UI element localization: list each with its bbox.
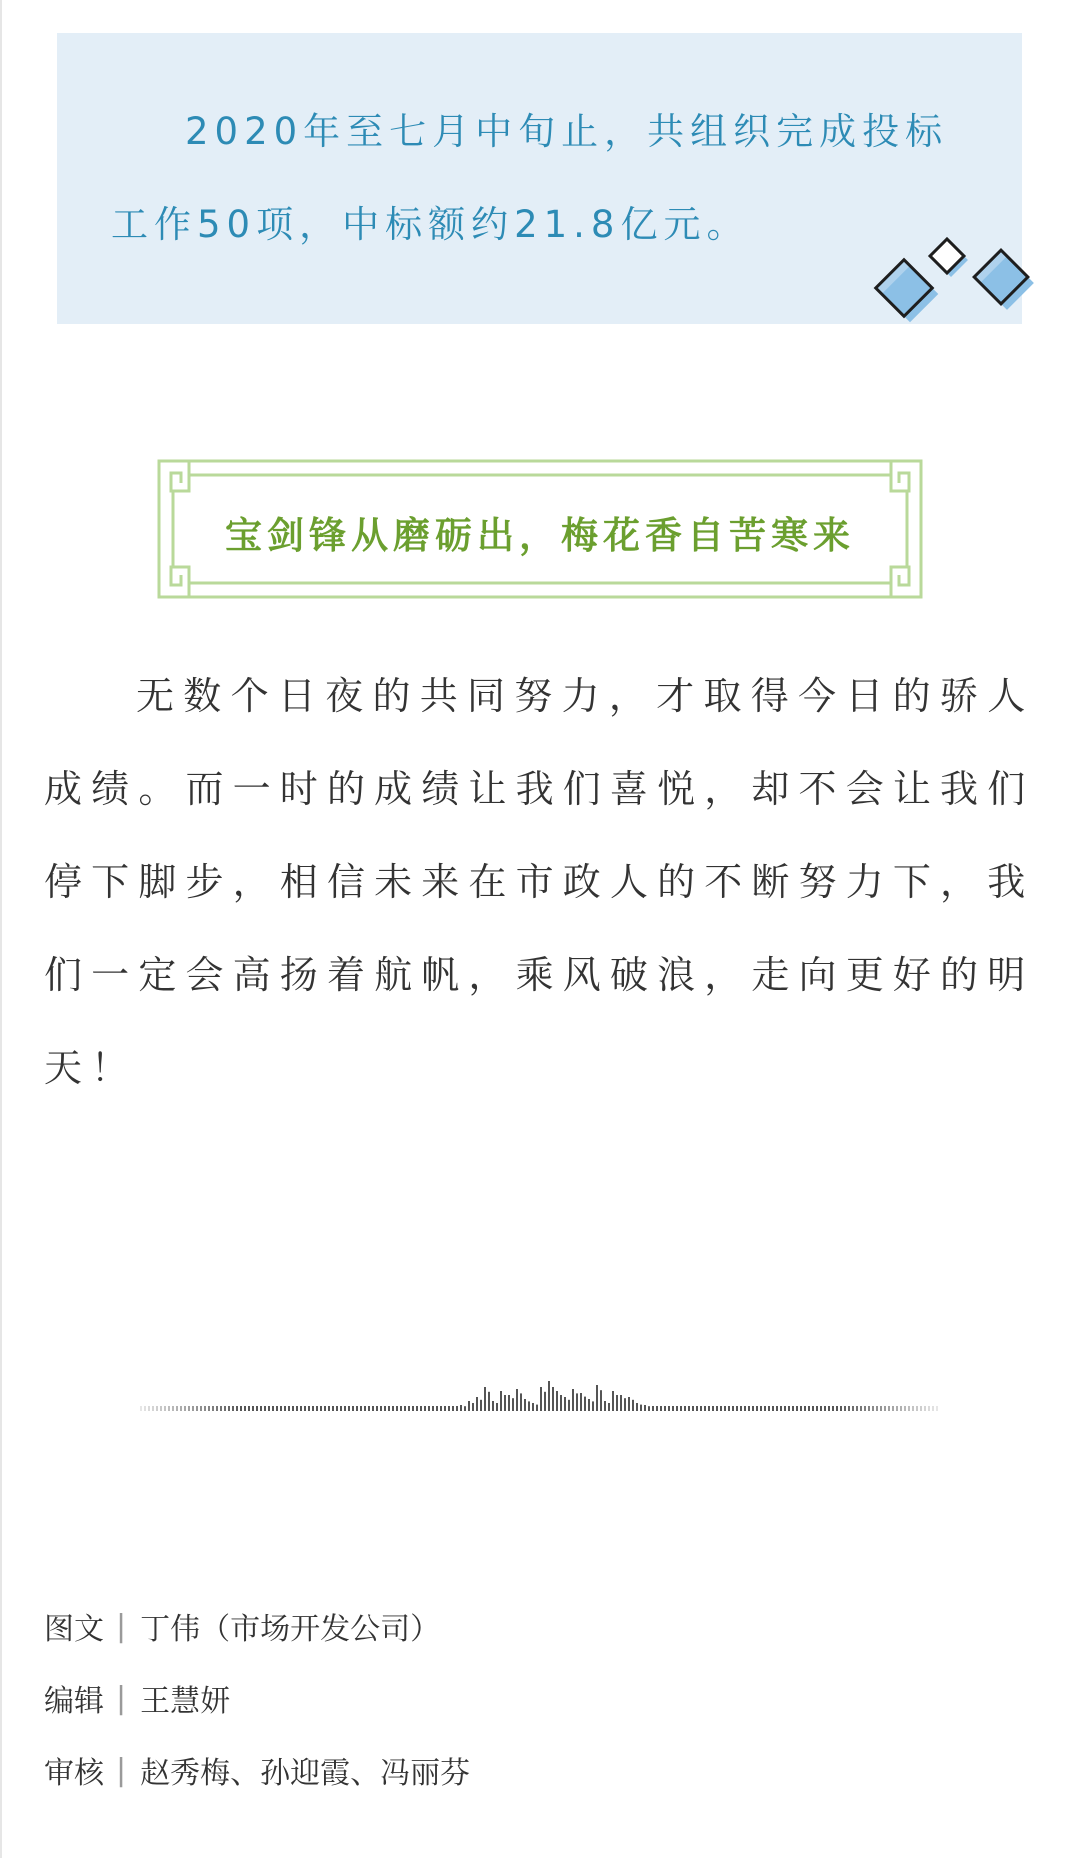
wave-bar [700,1406,702,1411]
wave-bar [648,1406,650,1411]
wave-bar [524,1399,526,1411]
wave-bar [528,1401,530,1411]
wave-bar [564,1397,566,1411]
wave-bar [272,1406,274,1411]
wave-bar [904,1406,906,1411]
wave-bar [660,1406,662,1411]
wave-bar [888,1406,890,1411]
wave-bar [748,1406,750,1411]
wave-bar [464,1406,466,1411]
wave-bar [932,1406,934,1411]
wave-bar [844,1406,846,1411]
wave-bar [500,1391,502,1411]
wave-bar [848,1406,850,1411]
wave-bar [200,1406,202,1411]
sound-wave-divider-icon [140,1365,940,1417]
credit-label: 图文 [44,1612,104,1647]
wave-bar [872,1406,874,1411]
wave-bar [440,1406,442,1411]
wave-bar [360,1406,362,1411]
wave-bar [268,1406,270,1411]
wave-bar [492,1401,494,1411]
wave-bar [392,1406,394,1411]
wave-bar [548,1381,550,1411]
wave-bar [792,1406,794,1411]
wave-bar [244,1406,246,1411]
diamond-left-icon [876,260,939,323]
wave-bar [332,1406,334,1411]
wave-bar [808,1406,810,1411]
wave-bar [156,1406,158,1411]
wave-bar [720,1406,722,1411]
wave-bar [248,1406,250,1411]
wave-bar [740,1406,742,1411]
wave-bar [460,1405,462,1411]
wave-bar [552,1387,554,1411]
wave-bar [452,1406,454,1411]
wave-bar [832,1406,834,1411]
wave-bar [892,1406,894,1411]
wave-bar [796,1406,798,1411]
wave-bar [344,1406,346,1411]
wave-bar [424,1406,426,1411]
wave-bar [560,1395,562,1411]
wave-bar [216,1406,218,1411]
wave-bar [296,1406,298,1411]
wave-bar [852,1406,854,1411]
wave-bar [140,1406,142,1411]
wave-bar [400,1406,402,1411]
wave-bar [868,1406,870,1411]
wave-bar [384,1406,386,1411]
wave-bar [380,1406,382,1411]
wave-bar [356,1406,358,1411]
wave-bar [600,1390,602,1411]
wave-bar [144,1406,146,1411]
wave-bar [632,1400,634,1411]
wave-bar [596,1385,598,1411]
wave-bar [404,1406,406,1411]
wave-bar [556,1391,558,1411]
wave-bar [208,1406,210,1411]
wave-bar [320,1406,322,1411]
wave-bar [444,1406,446,1411]
wave-bar [900,1406,902,1411]
credit-value: 丁伟（市场开发公司） [140,1612,441,1647]
wave-bar [692,1406,694,1411]
wave-bar [736,1406,738,1411]
credit-row [44,1734,470,1806]
wave-bar [628,1397,630,1411]
wave-bar [532,1403,534,1411]
diamond-small-icon [930,239,968,277]
wave-bar [372,1406,374,1411]
wave-bar [432,1406,434,1411]
wave-bar [308,1406,310,1411]
wave-bar [828,1406,830,1411]
wave-bar [376,1406,378,1411]
wave-bar [260,1406,262,1411]
wave-bar [752,1406,754,1411]
wave-bar [724,1406,726,1411]
wave-bar [480,1400,482,1411]
wave-bar [148,1406,150,1411]
wave-bar [436,1406,438,1411]
wave-bar [856,1406,858,1411]
section-title-frame [157,459,923,599]
wave-bar [696,1406,698,1411]
wave-bar [448,1406,450,1411]
wave-bar [804,1406,806,1411]
section-title: 宝剑锋从磨砺出，梅花香自苦寒来 [225,514,855,557]
wave-bar [264,1406,266,1411]
wave-bar [256,1406,258,1411]
wave-bar [472,1403,474,1411]
wave-bar [544,1392,546,1411]
wave-bar [908,1406,910,1411]
wave-bar [152,1406,154,1411]
wave-bar [604,1401,606,1411]
wave-bar [788,1406,790,1411]
wave-bar [336,1406,338,1411]
wave-bar [352,1406,354,1411]
wave-bar [620,1395,622,1411]
wave-bar [168,1406,170,1411]
wave-bar [220,1406,222,1411]
wave-bar [204,1406,206,1411]
wave-bar [780,1406,782,1411]
wave-bar [188,1406,190,1411]
wave-bar [232,1406,234,1411]
wave-bar [368,1406,370,1411]
wave-bar [316,1406,318,1411]
wave-bar [640,1405,642,1411]
wave-bar [280,1406,282,1411]
credit-row [44,1662,470,1734]
body-paragraph: 无数个日夜的共同努力，才取得今日的骄人成绩。而一时的成绩让我们喜悦，却不会让我们停下脚步，相信未来在市政人的不断努力下，我们一定会高扬着航帆，乘风破浪，走向更好的明天！ [44,674,1034,1090]
wave-bar [584,1397,586,1411]
wave-bar [312,1406,314,1411]
wave-bar [340,1406,342,1411]
wave-bar [880,1406,882,1411]
wave-bar [784,1406,786,1411]
wave-bar [612,1391,614,1411]
wave-bar [712,1406,714,1411]
highlight-text: 2020年至七月中旬止，共组织完成投标工作50项，中标额约21.8亿元。 [111,110,949,246]
wave-bar [820,1406,822,1411]
wave-bar [160,1406,162,1411]
wave-bar [164,1406,166,1411]
diamond-right-icon [974,250,1034,310]
wave-bar [676,1406,678,1411]
credit-label: 编辑 [44,1684,104,1719]
wave-bar [624,1398,626,1411]
wave-bar [288,1406,290,1411]
wave-bar [592,1401,594,1411]
wave-bar [292,1406,294,1411]
wave-bar [884,1406,886,1411]
credit-separator: | [116,1608,127,1644]
wave-bar [176,1406,178,1411]
wave-bar [684,1406,686,1411]
wave-bar [304,1406,306,1411]
wave-bar [776,1406,778,1411]
wave-bar [516,1389,518,1411]
wave-bar [428,1406,430,1411]
wave-bar [476,1397,478,1411]
wave-bar [664,1406,666,1411]
wave-bar [656,1406,658,1411]
wave-bar [716,1406,718,1411]
wave-bar [616,1395,618,1411]
wave-bar [644,1405,646,1411]
wave-bar [240,1406,242,1411]
wave-bar [760,1406,762,1411]
wave-bar [652,1406,654,1411]
wave-bar [772,1406,774,1411]
wave-bar [468,1401,470,1411]
wave-bar [576,1393,578,1411]
wave-bar [284,1406,286,1411]
wave-bar [504,1395,506,1411]
wave-bar [936,1406,938,1411]
wave-bar [408,1406,410,1411]
wave-bar [496,1403,498,1411]
wave-bar [680,1406,682,1411]
wave-bar [328,1406,330,1411]
wave-bar [704,1406,706,1411]
wave-bar [744,1406,746,1411]
wave-bar [876,1406,878,1411]
wave-bar [672,1406,674,1411]
wave-bar [580,1393,582,1411]
wave-bar [236,1406,238,1411]
wave-bar [416,1406,418,1411]
wave-bar [688,1406,690,1411]
wave-bar [488,1392,490,1411]
wave-bar [348,1406,350,1411]
wave-bar [456,1406,458,1411]
wave-bar [708,1406,710,1411]
credit-separator: | [116,1752,127,1788]
wave-bar [896,1406,898,1411]
wave-bar [212,1406,214,1411]
wave-bar [180,1406,182,1411]
wave-bar [196,1406,198,1411]
wave-bar [536,1405,538,1411]
wave-bar [184,1406,186,1411]
wave-bar [224,1406,226,1411]
credit-row [44,1590,470,1662]
wave-bar [324,1406,326,1411]
wave-bar [608,1403,610,1411]
wave-bar [364,1406,366,1411]
wave-bar [816,1406,818,1411]
wave-bar [276,1406,278,1411]
wave-bar [508,1395,510,1411]
wave-bar [520,1393,522,1411]
wave-bar [300,1406,302,1411]
wave-bar [540,1387,542,1411]
wave-bar [924,1406,926,1411]
wave-bar [928,1406,930,1411]
wave-bar [388,1406,390,1411]
wave-bar [840,1406,842,1411]
wave-bar [192,1406,194,1411]
wave-bar [728,1406,730,1411]
wave-bar [228,1406,230,1411]
wave-bar [396,1406,398,1411]
wave-bar [568,1400,570,1411]
wave-bar [824,1406,826,1411]
wave-bar [912,1406,914,1411]
wave-bar [172,1406,174,1411]
wave-bar [864,1406,866,1411]
wave-bar [812,1406,814,1411]
wave-bar [636,1403,638,1411]
wave-bar [768,1406,770,1411]
wave-bar [668,1406,670,1411]
wave-bar [860,1406,862,1411]
wave-bar [836,1406,838,1411]
wave-bar [572,1389,574,1411]
credit-separator: | [116,1680,127,1716]
wave-bar [252,1406,254,1411]
credit-value: 王慧妍 [140,1684,231,1719]
wave-bar [420,1406,422,1411]
wave-bar [920,1406,922,1411]
credits-block [44,1590,470,1806]
page-left-edge [0,0,2,1858]
wave-bar [512,1398,514,1411]
credit-value: 赵秀梅、孙迎霞、冯丽芬 [140,1756,471,1791]
wave-bar [756,1406,758,1411]
wave-bar [732,1406,734,1411]
decorative-diamonds-icon [872,238,1040,348]
credit-label: 审核 [44,1756,104,1791]
wave-bar [588,1399,590,1411]
wave-bar [916,1406,918,1411]
wave-bar [412,1406,414,1411]
wave-bar [484,1387,486,1411]
wave-bar [764,1406,766,1411]
wave-bar [800,1406,802,1411]
